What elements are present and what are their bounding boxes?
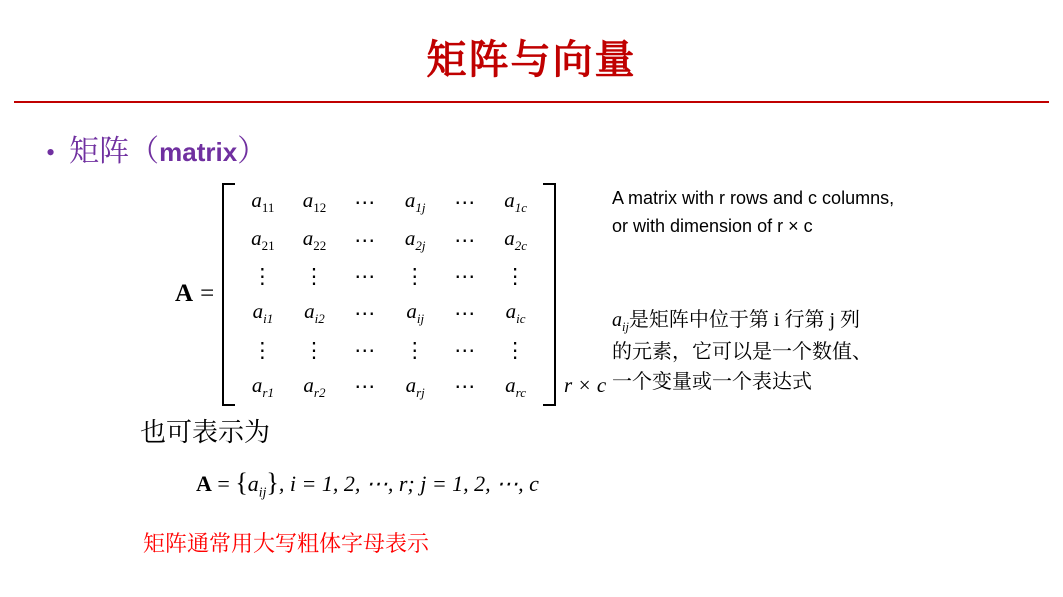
- matrix-equation: [175, 183, 606, 406]
- matrix-row: [237, 221, 541, 259]
- matrix-dimension-label: r × c: [564, 372, 607, 397]
- bullet-marker-icon: •: [46, 138, 56, 167]
- formula-equals-sign: =: [217, 471, 230, 496]
- matrix-cell: [289, 368, 341, 406]
- matrix-cell-subscript: 2c: [514, 238, 527, 254]
- matrix-cell-base: a: [303, 372, 314, 397]
- matrix-ellipsis: ⋮: [251, 337, 274, 362]
- matrix-right-bracket: [543, 183, 556, 406]
- matrix-cell-subscript: ij: [416, 311, 425, 327]
- matrix-ellipsis: ⋮: [504, 264, 527, 289]
- matrix-ellipsis: ⋮: [303, 264, 326, 289]
- matrix-cell: [289, 221, 341, 259]
- matrix-cell-base: a: [302, 226, 314, 251]
- matrix-cell-subscript: 22: [313, 238, 327, 254]
- matrix-left-bracket: [222, 183, 235, 406]
- matrix-cell-base: a: [406, 299, 417, 324]
- matrix-cell-base: a: [251, 372, 263, 397]
- matrix-ellipsis: ⋯: [454, 337, 477, 362]
- matrix-ellipsis: ⋯: [454, 374, 477, 399]
- matrix-cell: [390, 221, 440, 259]
- matrix-cell-base: a: [404, 188, 416, 212]
- matrix-cell-subscript: rj: [416, 384, 425, 400]
- formula-element-sub: ij: [258, 484, 267, 500]
- matrix-cell: [390, 183, 440, 221]
- matrix-cell-subscript: i2: [314, 311, 325, 327]
- matrix-cell-base: a: [405, 372, 417, 397]
- matrix-equals-sign: =: [200, 280, 215, 308]
- matrix-cell-subscript: ic: [516, 311, 526, 327]
- matrix-cell-base: a: [251, 226, 262, 251]
- chinese-note-line-3: 一个变量或一个表达式: [612, 370, 812, 393]
- matrix-ellipsis: ⋮: [303, 337, 326, 362]
- english-description: A matrix with r rows and c columns, or with dimension of r × c: [612, 188, 895, 236]
- formula-index-ranges: , i = 1, 2, ⋯, r; j = 1, 2, ⋯, c: [278, 471, 539, 496]
- matrix-cell: [289, 294, 341, 332]
- formula-open-brace: {: [235, 468, 248, 497]
- matrix-cell-base: a: [302, 188, 314, 212]
- matrix-cell: [390, 368, 440, 406]
- red-convention-note: 矩阵通常用大写粗体字母表示: [143, 531, 430, 556]
- matrix-cell-base: a: [252, 299, 264, 324]
- matrix-cell: [490, 368, 541, 406]
- matrix-cell-base: a: [404, 226, 416, 251]
- matrix-ellipsis: ⋯: [454, 300, 477, 325]
- matrix-cell-subscript: 11: [261, 200, 275, 216]
- formula-element-base: a: [247, 471, 259, 496]
- matrix-cell-subscript: 1j: [415, 200, 426, 216]
- matrix-row: [237, 259, 541, 294]
- element-symbol-base: a: [612, 309, 622, 331]
- matrix-cell: [237, 368, 289, 406]
- matrix-row: [237, 294, 541, 332]
- matrix-row: [237, 183, 541, 221]
- index-set-formula: [196, 468, 539, 500]
- bullet-heading-text: [69, 126, 267, 170]
- chinese-note-line-2: 的元素，它可以是一个数值、: [612, 340, 872, 363]
- matrix-grid: [237, 183, 541, 406]
- matrix-cell: [237, 183, 289, 221]
- matrix-cell-base: a: [505, 372, 516, 397]
- matrix-cell-base: a: [251, 188, 262, 212]
- matrix-cell: [490, 294, 541, 332]
- matrix-cell-base: a: [304, 299, 315, 324]
- matrix-cell-subscript: rc: [515, 384, 527, 400]
- page-title: 矩阵与向量: [426, 37, 637, 82]
- matrix-ellipsis: ⋮: [504, 337, 527, 362]
- matrix-ellipsis: ⋯: [454, 227, 477, 252]
- formula-matrix-symbol: A: [196, 471, 212, 496]
- matrix-cell-subscript: r2: [313, 384, 326, 400]
- matrix-ellipsis: ⋯: [354, 337, 377, 362]
- matrix-cell: [237, 221, 289, 259]
- matrix-ellipsis: ⋮: [251, 264, 274, 289]
- title-divider: [14, 101, 1049, 103]
- matrix-cell-subscript: i1: [263, 311, 274, 327]
- matrix-ellipsis: ⋯: [454, 189, 477, 214]
- matrix-cell-base: a: [504, 226, 515, 251]
- matrix-ellipsis: ⋯: [454, 264, 477, 289]
- matrix-cell: [490, 221, 541, 259]
- matrix-ellipsis: ⋮: [404, 337, 427, 362]
- matrix-ellipsis: ⋮: [404, 264, 427, 289]
- element-symbol-sub: ij: [622, 320, 629, 334]
- matrix-row: [237, 368, 541, 406]
- matrix-ellipsis: ⋯: [354, 264, 377, 289]
- matrix-body: [237, 183, 541, 406]
- matrix-cell-subscript: 12: [313, 200, 327, 216]
- matrix-cell-base: a: [505, 299, 517, 324]
- matrix-ellipsis: ⋯: [354, 227, 377, 252]
- matrix-cell-subscript: 2j: [415, 238, 426, 254]
- matrix-cell-subscript: 21: [261, 238, 275, 254]
- formula-close-brace: }: [266, 468, 279, 497]
- bullet-matrix-heading: [46, 126, 267, 170]
- matrix-cell: [490, 183, 541, 221]
- bullet-cn-prefix: 矩阵（: [69, 135, 160, 168]
- matrix-cell-subscript: 1c: [514, 200, 527, 216]
- also-expressed-as-text: 也可表示为: [140, 418, 271, 447]
- matrix-ellipsis: ⋯: [354, 374, 377, 399]
- matrix-row: [237, 333, 541, 368]
- matrix-cell: [390, 294, 440, 332]
- chinese-note-line-1: 是矩阵中位于第 i 行第 j 列: [628, 309, 861, 331]
- matrix-name-label: A: [175, 280, 195, 308]
- bullet-cn-suffix: ）: [237, 135, 268, 168]
- matrix-cell-subscript: r1: [262, 384, 274, 400]
- matrix-cell: [289, 183, 341, 221]
- matrix-ellipsis: ⋯: [354, 300, 377, 325]
- bullet-latin-word: matrix: [159, 137, 238, 167]
- matrix-ellipsis: ⋯: [354, 189, 377, 214]
- matrix-cell-base: a: [504, 188, 515, 212]
- chinese-description: [612, 305, 957, 397]
- matrix-cell: [237, 294, 289, 332]
